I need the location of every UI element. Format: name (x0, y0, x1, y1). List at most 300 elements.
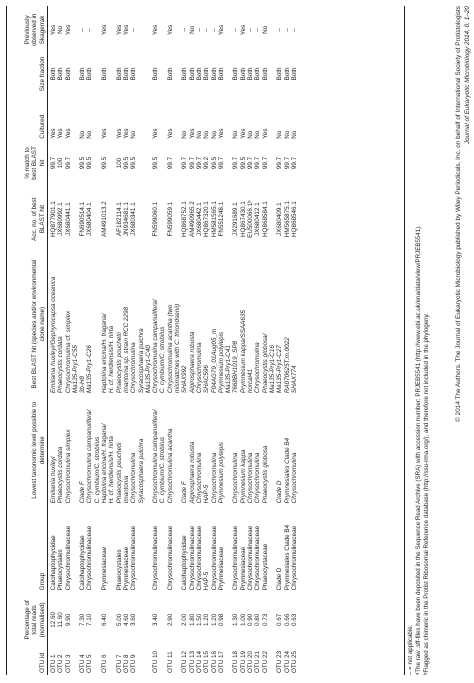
table-cell (225, 395, 232, 505)
table-cell: 1.00 (239, 613, 247, 627)
table-cell: Both (195, 67, 203, 81)
table-cell (138, 94, 145, 141)
table-cell (269, 141, 276, 186)
table-cell: No (86, 130, 94, 139)
table-cell (269, 505, 276, 592)
table-cell (72, 185, 79, 253)
table-cell: OTU 10 (152, 650, 160, 673)
table-cell (174, 94, 181, 141)
table-cell: JX680404.1 (86, 202, 94, 236)
table-cell: Prymnesium polylepis (217, 442, 225, 504)
table-cell (174, 185, 181, 253)
note-b: ᵇFlagged as chimeric in the Protist Ribosomal Reference database (http://ssu-rrna.org/), and therefore not included in the phylogeny. (423, 313, 430, 675)
journal-citation: Journal of Eukaryotic Microbiology 2014, 0, 1–20 (464, 6, 471, 145)
table-cell: OTU 9 (130, 654, 138, 673)
table-cell: 99.7 (247, 156, 255, 170)
table-row (262, 6, 269, 675)
copyright-line: © 2014 The Authors. The Journal of Eukaryotic Microbiology published by Wiley Periodicals, Inc. on behalf of International Society of Protistologists (455, 6, 462, 422)
table-row (247, 6, 254, 675)
table-cell: 99.5 (86, 156, 94, 170)
table-cell (159, 54, 166, 94)
table-cell: 99.7 (195, 156, 203, 170)
table-cell (174, 141, 181, 186)
table-row (130, 6, 137, 675)
table-cell: – (130, 28, 138, 32)
table-cell: OTU 16 (210, 650, 218, 673)
table-cell: Both (64, 67, 72, 81)
table-cell (108, 647, 115, 675)
table-cell: Chrysochromulinaceae (64, 525, 72, 591)
table-cell: – (290, 28, 298, 32)
table-cell: Emiliania huxleyi (50, 456, 57, 504)
table-cell: 2.00 (181, 613, 189, 627)
table-row (159, 6, 166, 675)
table-cell (174, 6, 181, 54)
table-cell: No (130, 130, 138, 139)
table-cell: OTU 1 (50, 654, 57, 673)
table-cell: – (86, 28, 94, 32)
table-cell: Chrysochromulina simplex (64, 429, 72, 504)
table-cell: OTU 14 (195, 650, 203, 673)
table-cell: Clade F (181, 481, 189, 504)
table-cell: 0.73 (261, 613, 269, 627)
table-cell: 99.7 (232, 156, 240, 170)
table-cell (174, 647, 181, 675)
table-cell: Yes (101, 128, 109, 139)
table-cell: Both (290, 67, 298, 81)
table-cell: Chrysochromulinaceae (290, 525, 298, 591)
table-cell (159, 141, 166, 186)
table-cell: OTU 2 (57, 654, 65, 673)
table-row (145, 6, 152, 675)
table-cell (145, 592, 152, 647)
table-cell: Ma135-Pry1-C40 (144, 345, 152, 394)
table-cell: 1.20 (210, 613, 218, 627)
column-header: Best BLAST hit (species and/or environmental clone name) (31, 259, 46, 389)
table-cell: Syracosphaera pulchra (137, 438, 145, 504)
table-cell: Phaeocystis pouchetii (115, 442, 123, 504)
table-row (72, 6, 79, 675)
table-cell: SHAX992 (181, 365, 189, 394)
table-cell: Chrysochromulina (247, 452, 255, 504)
table-cell: OTU 11 (166, 651, 174, 673)
table-cell: Chrysochromulina (195, 342, 203, 394)
table-cell: 99.7 (261, 156, 269, 170)
table-cell: No (203, 130, 211, 139)
table-cell: FN599059.1 (166, 201, 174, 237)
table-cell: Clade D (276, 480, 284, 504)
note-not-applicable: – = not applicable. (407, 624, 414, 675)
table-cell: Yes (239, 128, 247, 139)
table-cell: No (195, 130, 203, 139)
table-row (123, 6, 130, 675)
table-cell: Haptolina ericina/H. fragaria/ (101, 423, 109, 504)
table-cell: – (276, 28, 284, 32)
table-cell: Both (181, 67, 189, 81)
table-cell: Prymnesium kappa (239, 449, 247, 504)
table-cell: Clade F (79, 481, 87, 504)
table-cell: C. cymbium/C. strobilus (159, 326, 167, 394)
table-cell: 99.7 (181, 156, 189, 170)
table-cell: Yes (217, 128, 225, 139)
table-cell: Both (276, 67, 284, 81)
table-row (254, 6, 261, 675)
table-row (196, 6, 203, 675)
table-cell (72, 647, 79, 675)
table-cell: 100 (115, 157, 123, 169)
table-cell: HQ868546.1 (290, 201, 298, 237)
table-cell (269, 395, 276, 505)
table-cell: 99.5 (210, 156, 218, 170)
table-cell: – (210, 28, 218, 32)
table-cell (138, 6, 145, 54)
table-cell: Chrysochromulina (254, 452, 262, 504)
table-cell: Chrysochromulina campanulifera/ (86, 409, 94, 504)
table-cell: Both (130, 67, 138, 81)
table-cell: HQ877901.1 (50, 201, 57, 237)
table-cell: Yes (166, 128, 174, 139)
column-header: Acc. no. of best BLAST hit (31, 197, 46, 241)
table-cell: Chrysochromulinaceae (247, 525, 255, 591)
table-cell (174, 505, 181, 592)
table-cell: 3b-H8 (79, 375, 87, 394)
table-cell: Both (261, 67, 269, 81)
table-cell: FN551248.1 (217, 201, 225, 237)
table-cell: OTU 5 (86, 654, 94, 673)
table-cell: horcal41 (247, 368, 255, 394)
table-cell: HAP-5 (203, 571, 211, 591)
table-cell: – (247, 28, 255, 32)
table-cell: Yes (122, 128, 130, 139)
column-header: Percentage of total reads (normalised) (24, 600, 46, 640)
table-cell: Prymnesiaceae (239, 546, 247, 591)
table-cell: 99.5 (122, 156, 130, 170)
table-cell: Both (86, 67, 94, 81)
table-cell (159, 592, 166, 647)
table-cell (145, 6, 152, 54)
table-cell: 0.66 (283, 613, 291, 627)
table-cell: Imantonia sp. strain RCC 2298 (122, 307, 130, 394)
table-cell: 9.90 (64, 613, 72, 627)
table-cell (269, 647, 276, 675)
table-cell: Phaeocystis globosa/ (261, 333, 269, 394)
table-cell (72, 94, 79, 141)
table-cell: 99.7 (188, 156, 196, 170)
note-a: ᵃThe raw .sff-files have been deposited in the Sequence Read Archive (SRA) with accession number: PRJEB5541 (http://www.ebi.ac.uk/ena/data/view/PRJEB5541). (415, 225, 422, 675)
table-cell: Imantonia (122, 475, 130, 504)
table-cell: Both (166, 67, 174, 81)
table-notes (407, 15, 431, 675)
table-cell: JX680341.1 (130, 202, 138, 236)
table-cell: 7.30 (79, 613, 87, 627)
table-cell: Ma135-Pry1-C16 (268, 345, 276, 394)
table-row (189, 6, 196, 675)
table-cell: 1.50 (195, 613, 203, 627)
table-row (174, 6, 181, 675)
table-cell (138, 141, 145, 186)
table-cell (138, 647, 145, 675)
table-cell (159, 94, 166, 141)
table-cell: Chrysochromulina (290, 452, 298, 504)
table-cell: C. cymbium/C. strobilus (93, 436, 101, 504)
table-cell: 99.5 (101, 156, 109, 170)
table-cell: Yes (261, 128, 269, 139)
table-cell: AM490965.2 (188, 201, 196, 237)
table-cell: Both (239, 67, 247, 81)
table-cell: Both (101, 67, 109, 81)
table-cell (94, 54, 101, 94)
table-cell: Prymnesium polylepis (217, 331, 225, 394)
table-cell: 99.7 (290, 156, 298, 170)
table-cell: Prymnesiales Clade B4 (283, 437, 291, 504)
table-cell: Prymnesiaceae (122, 546, 130, 591)
table-cell: 12.60 (50, 612, 57, 628)
table-cell: No (232, 130, 240, 139)
column-header: Lowest taxonomic level possible to determine (31, 401, 46, 499)
table-cell: Prymnesium kappa/SSAA635 (239, 310, 247, 394)
table-cell: No (181, 130, 189, 139)
table-cell: Ma135-Pry1-C41 (225, 345, 233, 394)
table-cell: 99.5 (239, 156, 247, 170)
table-cell: Both (188, 67, 196, 81)
table-cell (108, 505, 115, 592)
table-cell: SHAC596 (203, 365, 211, 394)
table-cell: Chrysochromulina (130, 452, 138, 504)
table-cell: No (261, 25, 269, 34)
table-cell: Haptolina ericina/H. fragaria/ (101, 313, 109, 394)
table-cell: OTU 24 (283, 650, 291, 673)
table-row (101, 6, 108, 675)
table-cell: Chrysochromulina (254, 342, 262, 394)
table-cell: Chrysochromulina acantha (two (166, 304, 174, 394)
table-cell: JX291689.1 (232, 202, 240, 236)
table-cell: Yes (57, 128, 65, 139)
table-cell: Both (79, 67, 87, 81)
table-cell: Chrysochromulinaceae (130, 525, 138, 591)
table-cell (72, 141, 79, 186)
table-header-row (7, 6, 47, 675)
table-cell (225, 54, 232, 94)
table-cell: RA070625T.m.0022 (283, 337, 291, 394)
table-cell: 99.7 (283, 156, 291, 170)
table-cell: No (290, 130, 298, 139)
table-cell: Phaeocystis globosa (261, 445, 269, 504)
table-cell: HAP-5 (203, 484, 211, 504)
table-cell: 5.00 (115, 613, 123, 627)
table-cell: OTU 18 (232, 650, 240, 673)
table-row (79, 6, 86, 675)
table-cell: JX680992.1 (57, 202, 65, 236)
table-cell: mismatches with C. throndsenii) (174, 303, 182, 394)
table-cell: EU500066.1ᵇ (247, 200, 255, 238)
table-cell (108, 6, 115, 54)
table-cell: No (254, 130, 262, 139)
table-row (167, 6, 174, 675)
table-cell: Both (50, 67, 57, 81)
table-cell (94, 253, 101, 395)
table-cell: Ma135-Pry1-C27 (276, 345, 284, 394)
table-cell: OTU 13 (188, 650, 196, 673)
table-cell: OTU 22 (261, 650, 269, 673)
table-cell: – (79, 28, 87, 32)
table-cell: Phaeocystis cordata (57, 446, 65, 504)
table-cell (159, 185, 166, 253)
table-cell: 6.40 (101, 613, 109, 627)
table-cell (145, 94, 152, 141)
table-cell (269, 6, 276, 54)
table-cell: Prymnesiaceae (101, 546, 109, 591)
table-cell (108, 141, 115, 186)
table-cell: Prymnesiaceae (217, 546, 225, 591)
table-cell (108, 54, 115, 94)
table-row (86, 6, 93, 675)
table-row (269, 6, 276, 675)
table-cell: Chrysochromulinaceae (152, 525, 160, 591)
table-cell (225, 185, 232, 253)
table-cell: 7.10 (86, 613, 94, 627)
table-cell: 100 (57, 157, 65, 169)
table-row (108, 6, 115, 675)
table-cell: 11.60 (57, 612, 65, 628)
table-cell: Yes (64, 128, 72, 139)
table-cell (225, 94, 232, 141)
table-cell: OTU 4 (79, 654, 87, 673)
table-cell: HM565875.1 (283, 201, 291, 238)
table-cell: Chrysochromulina (210, 452, 218, 504)
table-cell (94, 6, 101, 54)
table-cell (269, 185, 276, 253)
table-cell: 3.60 (130, 613, 138, 627)
table-cell: OTU 19 (239, 650, 247, 673)
table-cell (145, 505, 152, 592)
table-cell (174, 592, 181, 647)
table-cell: – (283, 28, 291, 32)
table-cell: 0.80 (254, 613, 262, 627)
table-cell: OTU 21 (254, 650, 262, 673)
table-cell: AM491013.2 (101, 201, 109, 237)
table-cell: OTU 6 (101, 654, 109, 673)
table-cell (94, 94, 101, 141)
table-cell: 7668BH1019_SP8 (232, 340, 240, 394)
table-cell: Both (283, 67, 291, 81)
table-cell: Calcihaptophycidae (79, 535, 87, 591)
table-row (57, 6, 64, 675)
table-cell: Yes (152, 128, 160, 139)
table-cell (225, 141, 232, 186)
table-row (47, 6, 57, 675)
table-cell: Both (152, 67, 160, 81)
table-cell: Chrysochromulinaceae (188, 525, 196, 591)
table-cell: Chrysochromulina (130, 342, 138, 394)
table-cell: Clade D (276, 567, 284, 591)
table-cell: Yes (115, 128, 123, 139)
table-cell (72, 6, 79, 54)
table-cell: FN599060.1 (152, 201, 160, 237)
table-cell (159, 6, 166, 54)
table-row (284, 6, 291, 675)
column-header: Group (38, 572, 46, 591)
table-row (181, 6, 188, 675)
table-cell: OTU 7 (115, 654, 123, 673)
table-cell: AF182114.1 (115, 202, 123, 237)
table-cell (269, 592, 276, 647)
table-cell: Calcihaptophycidae (181, 535, 189, 591)
table-cell: Ma135-Pry1-C26 (86, 345, 94, 394)
table-cell: 1.20 (203, 613, 211, 627)
table-cell: – (232, 28, 240, 32)
table-cell: Yes (64, 24, 72, 36)
table-cell: – (254, 28, 262, 32)
table-cell: Yes (239, 24, 247, 36)
table-cell: Both (115, 67, 123, 81)
table-cell: 0.90 (247, 613, 255, 627)
table-cell: Chrysochromulina cf. simplex (64, 310, 72, 394)
table-cell: Syracosphaera pulchra (137, 328, 145, 394)
table-cell: Chrysochromulinaceae (210, 525, 218, 591)
table-cell (94, 505, 101, 592)
table-cell: Yes (101, 24, 109, 36)
table-cell (225, 505, 232, 592)
table-cell: Yes (152, 24, 160, 36)
table-cell: 2.90 (166, 613, 174, 627)
table-cell (94, 647, 101, 675)
table-cell: OTU 25 (290, 650, 298, 673)
table-cell (225, 647, 232, 675)
table-row (218, 6, 225, 675)
table-cell: – (195, 28, 203, 32)
table-cell: Chrysochromulina campanulifera/ (152, 299, 160, 394)
table-cell: 99.5 (152, 156, 160, 170)
table-cell: No (276, 130, 284, 139)
table-cell: HQ867430.1 (239, 201, 247, 237)
table-cell: Yes (188, 128, 196, 139)
table-row (291, 6, 298, 675)
table-cell: Chrysochromulinaceae (232, 525, 240, 591)
table-cell: 99.7 (50, 156, 57, 170)
table-cell: SHAX774 (290, 365, 298, 394)
table-cell (94, 592, 101, 647)
table-cell: OTU 17 (217, 650, 225, 673)
table-cell: FN690514.1 (79, 201, 87, 237)
table-cell: 99.5 (130, 156, 138, 170)
table-bottom-rule (404, 6, 405, 675)
table-cell (174, 54, 181, 94)
table-cell (145, 54, 152, 94)
table-cell (145, 141, 152, 186)
table-cell: No (247, 130, 255, 139)
table-cell: Emiliania huxleyi/Gephyrocapsa oceanica (50, 276, 57, 394)
column-header: Previously observed in Skagerrak (24, 13, 46, 47)
column-header: Cultured (38, 114, 46, 139)
table-cell: Yes (122, 24, 130, 36)
column-header: Size fraction (38, 56, 46, 92)
table-cell: HQ868752.1 (181, 201, 189, 237)
table-row (211, 6, 218, 675)
table-cell: C. cymbium/C. strobilus (159, 436, 167, 504)
table-cell: JN934681.1 (122, 202, 130, 237)
table-cell: JX680409.1 (276, 202, 284, 236)
table-cell: H. cf. herdlensis/H. hirta (108, 436, 116, 504)
table-cell: 3.40 (152, 613, 160, 627)
table-cell: Algirosphaera robusta (188, 331, 196, 394)
table-cell: 99.7 (276, 156, 284, 170)
table-cell (94, 141, 101, 186)
table-cell (138, 185, 145, 253)
table-cell: HQ868584.1 (261, 201, 269, 237)
table-cell: No (210, 130, 218, 139)
table-cell: Phaeocystaceae (261, 543, 269, 591)
table-cell: Algirosphaera robusta (188, 441, 196, 504)
